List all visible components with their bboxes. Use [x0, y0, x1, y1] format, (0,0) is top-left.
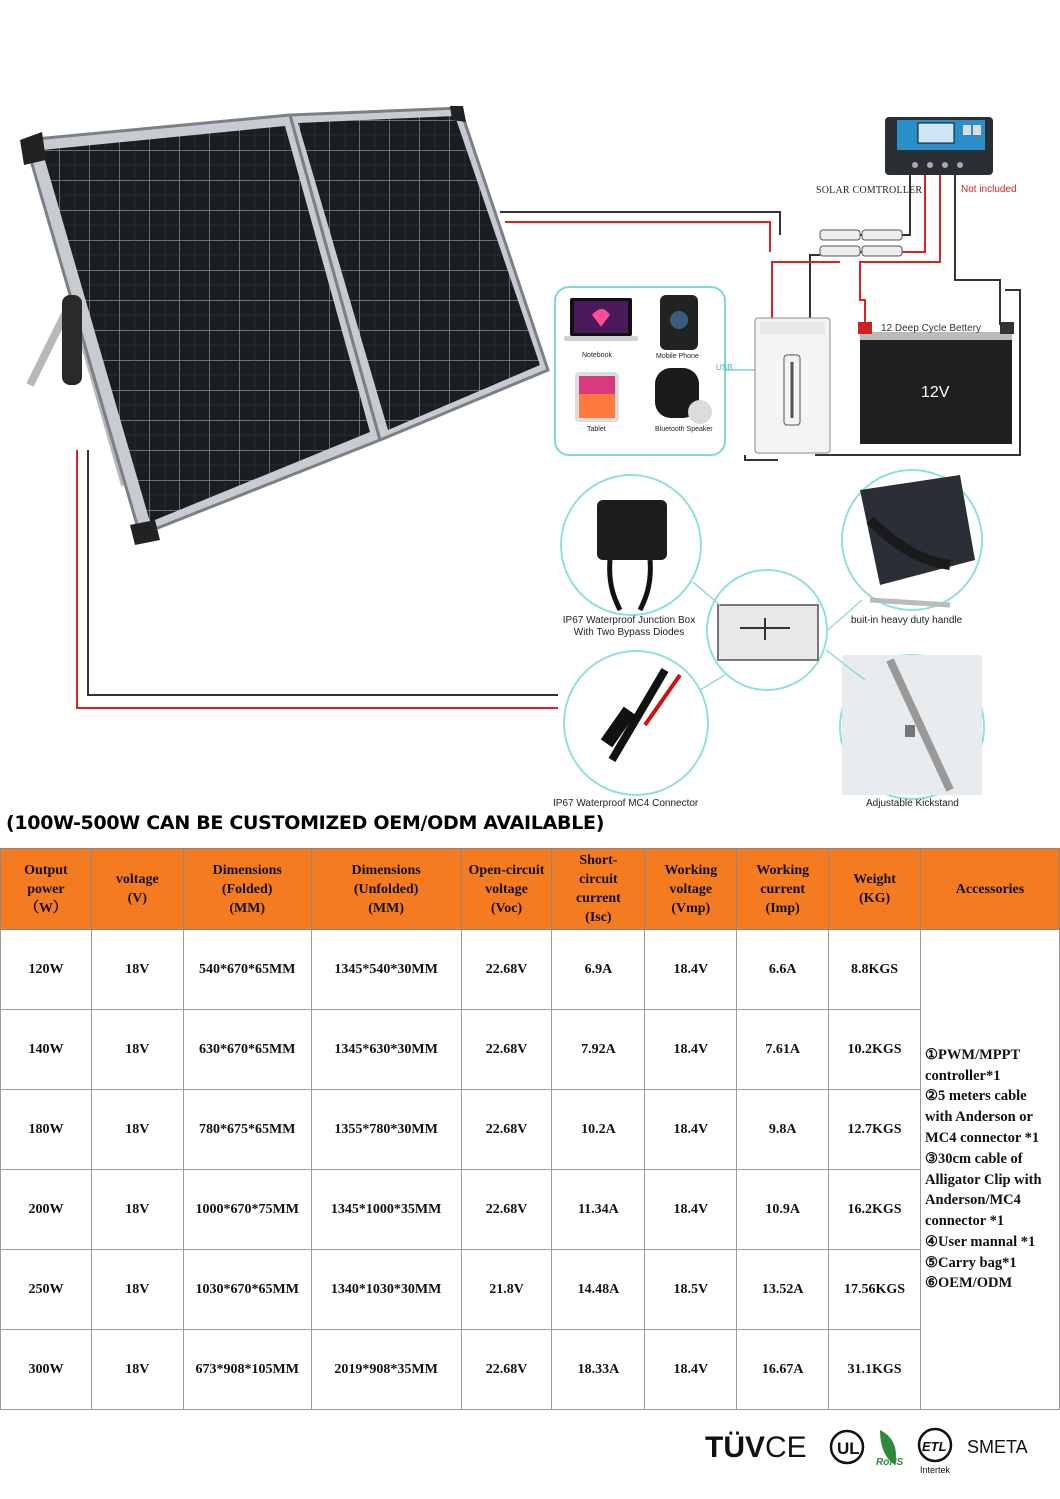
- cell-working-voltage: 18.4V: [645, 1330, 737, 1410]
- accessories-cell: [921, 930, 1060, 1410]
- cell-working-current: 13.52A: [737, 1250, 829, 1330]
- mc4-caption: IP67 Waterproof MC4 Connector: [553, 798, 699, 809]
- table-row: [1, 1010, 1060, 1090]
- cell-voltage: 18V: [91, 1330, 183, 1410]
- cell-working-current: 7.61A: [737, 1010, 829, 1090]
- table-row: [1, 930, 1060, 1010]
- smeta-logo: SMETA: [967, 1437, 1028, 1457]
- header-open-circuit-voltage: [461, 849, 552, 930]
- cell-weight: 12.7KGS: [829, 1090, 921, 1170]
- cell-output-power: 250W: [1, 1250, 92, 1330]
- cell-dimensions-unfolded: 1345*1000*35MM: [311, 1170, 461, 1250]
- header-text: circuit: [579, 872, 618, 887]
- accessory-item: ③30cm cable of Alligator Clip with Anderson/MC4 connector *1: [925, 1150, 1042, 1230]
- etl-logo: [919, 1429, 951, 1475]
- cell-open-circuit-voltage: 22.68V: [461, 1330, 552, 1410]
- header-text: current: [760, 881, 806, 897]
- spec-table: [0, 848, 1060, 1410]
- cell-short-circuit-current: 18.33A: [552, 1330, 645, 1410]
- cell-voltage: 18V: [91, 1170, 183, 1250]
- cell-output-power: 200W: [1, 1170, 92, 1250]
- header-text: Weight: [853, 872, 896, 887]
- header-text: (Unfolded): [353, 881, 419, 897]
- customization-banner: (100W-500W CAN BE CUSTOMIZED OEM/ODM AVAILABLE): [6, 812, 605, 834]
- ul-logo: [831, 1431, 863, 1463]
- battery: [858, 322, 1014, 444]
- header-text: (Imp): [765, 900, 800, 916]
- cell-dimensions-folded: 1030*670*65MM: [183, 1250, 311, 1330]
- certification-logos: [700, 1425, 1040, 1485]
- cell-weight: 17.56KGS: [829, 1250, 921, 1330]
- tablet-icon: [575, 372, 619, 422]
- cell-voltage: 18V: [91, 1010, 183, 1090]
- cell-voltage: 18V: [91, 1250, 183, 1330]
- cell-weight: 8.8KGS: [829, 930, 921, 1010]
- handle-caption: buit-in heavy duty handle: [851, 615, 963, 626]
- cell-output-power: 180W: [1, 1090, 92, 1170]
- cell-working-current: 6.6A: [737, 930, 829, 1010]
- cell-dimensions-unfolded: 1355*780*30MM: [311, 1090, 461, 1170]
- header-text: power: [27, 881, 65, 897]
- cell-working-voltage: 18.4V: [645, 1170, 737, 1250]
- header-weight: [829, 849, 921, 930]
- header-text: current: [575, 891, 621, 906]
- cell-working-current: 16.67A: [737, 1330, 829, 1410]
- accessory-item: ①PWM/MPPT controller*1: [925, 1046, 1020, 1084]
- header-text: (MM): [368, 900, 404, 916]
- cell-output-power: 300W: [1, 1330, 92, 1410]
- cell-dimensions-folded: 540*670*65MM: [183, 930, 311, 1010]
- cell-output-power: 120W: [1, 930, 92, 1010]
- svg-text:UL: UL: [837, 1439, 860, 1458]
- table-header-row: [1, 849, 1060, 930]
- junction-box-caption-line1: IP67 Waterproof Junction Box: [562, 615, 696, 626]
- header-text: Output: [24, 862, 68, 878]
- controller-label: SOLAR COMTROLLER: [816, 185, 923, 196]
- rohs-logo: [876, 1430, 904, 1468]
- battery-voltage: 12V: [921, 384, 950, 401]
- cell-open-circuit-voltage: 22.68V: [461, 1090, 552, 1170]
- cell-working-voltage: 18.4V: [645, 1090, 737, 1170]
- cell-open-circuit-voltage: 21.8V: [461, 1250, 552, 1330]
- cell-voltage: 18V: [91, 1090, 183, 1170]
- header-accessories: [921, 849, 1060, 930]
- header-text: Accessories: [955, 881, 1025, 897]
- svg-text:RoHS: RoHS: [876, 1457, 904, 1468]
- header-working-current: [737, 849, 829, 930]
- cell-working-voltage: 18.4V: [645, 930, 737, 1010]
- header-text: (Voc): [490, 900, 523, 916]
- header-text: Dimensions: [351, 862, 421, 878]
- header-text: (Folded): [221, 881, 273, 897]
- cell-short-circuit-current: 14.48A: [552, 1250, 645, 1330]
- table-row: [1, 1330, 1060, 1410]
- header-text: (Isc): [585, 910, 612, 925]
- header-short-circuit-current: [552, 849, 645, 930]
- cell-dimensions-folded: 1000*670*75MM: [183, 1170, 311, 1250]
- cell-output-power: 140W: [1, 1010, 92, 1090]
- header-text: Open-circuit: [468, 862, 545, 878]
- header-text: voltage: [115, 872, 159, 887]
- cell-voltage: 18V: [91, 930, 183, 1010]
- cell-short-circuit-current: 7.92A: [552, 1010, 645, 1090]
- header-text: voltage: [485, 881, 528, 897]
- panel-back-circle: [707, 570, 827, 690]
- header-text: Dimensions: [212, 862, 282, 878]
- svg-text:Intertek: Intertek: [920, 1465, 951, 1475]
- tuv-logo: TÜV: [705, 1431, 765, 1464]
- cell-short-circuit-current: 6.9A: [552, 930, 645, 1010]
- notebook-icon: [564, 298, 638, 341]
- handle-circle: [842, 470, 982, 610]
- battery-label: 12 Deep Cycle Bettery: [881, 323, 982, 334]
- device-speaker-label: Bluetooth Speaker: [655, 426, 713, 433]
- mc4-circle: [564, 651, 708, 795]
- accessory-item: ⑥OEM/ODM: [925, 1275, 1013, 1292]
- accessory-item: ④User mannal *1: [925, 1233, 1036, 1250]
- header-text: Working: [664, 862, 718, 878]
- header-text: voltage: [669, 881, 713, 897]
- ce-logo: CE: [765, 1431, 807, 1464]
- kickstand-caption: Adjustable Kickstand: [866, 798, 959, 809]
- cell-dimensions-folded: 630*670*65MM: [183, 1010, 311, 1090]
- cell-weight: 16.2KGS: [829, 1170, 921, 1250]
- header-text: Working: [756, 862, 810, 878]
- junction-box-caption: [552, 615, 706, 639]
- device-notebook-label: Notebook: [582, 352, 612, 359]
- cell-working-current: 10.9A: [737, 1170, 829, 1250]
- cell-dimensions-unfolded: 1345*630*30MM: [311, 1010, 461, 1090]
- cell-dimensions-folded: 673*908*105MM: [183, 1330, 311, 1410]
- header-working-voltage: [645, 849, 737, 930]
- cell-short-circuit-current: 11.34A: [552, 1170, 645, 1250]
- cell-open-circuit-voltage: 22.68V: [461, 930, 552, 1010]
- cell-working-voltage: 18.5V: [645, 1250, 737, 1330]
- mobile-phone-icon: [660, 295, 698, 350]
- cell-open-circuit-voltage: 22.68V: [461, 1170, 552, 1250]
- header-text: (MM): [229, 900, 266, 916]
- header-text: (V): [127, 891, 148, 906]
- cell-dimensions-folded: 780*675*65MM: [183, 1090, 311, 1170]
- cell-open-circuit-voltage: 22.68V: [461, 1010, 552, 1090]
- accessory-item: ②5 meters cable with Anderson or MC4 connector *1: [925, 1088, 1040, 1146]
- device-tablet-label: Tablet: [587, 426, 606, 433]
- accessory-item: ⑤Carry bag*1: [925, 1254, 1017, 1271]
- cell-dimensions-unfolded: 1340*1030*30MM: [311, 1250, 461, 1330]
- cell-dimensions-unfolded: 1345*540*30MM: [311, 930, 461, 1010]
- header-text: (Vmp): [671, 900, 711, 916]
- cell-working-voltage: 18.4V: [645, 1010, 737, 1090]
- usb-label: USB: [716, 363, 733, 372]
- junction-box-caption-line2: With Two Bypass Diodes: [573, 627, 685, 638]
- header-text: （W）: [24, 900, 67, 916]
- svg-text:ETL: ETL: [922, 1439, 947, 1454]
- table-row: [1, 1090, 1060, 1170]
- solar-panel: [20, 106, 548, 545]
- header-dimensions-unfolded: [311, 849, 461, 930]
- cell-dimensions-unfolded: 2019*908*35MM: [311, 1330, 461, 1410]
- not-included-label: Not included: [961, 184, 1017, 195]
- cell-weight: 31.1KGS: [829, 1330, 921, 1410]
- power-box: [755, 318, 830, 453]
- header-dimensions-folded: [183, 849, 311, 930]
- cell-weight: 10.2KGS: [829, 1010, 921, 1090]
- table-row: [1, 1250, 1060, 1330]
- solar-controller: [885, 117, 993, 175]
- table-row: [1, 1170, 1060, 1250]
- header-text: Short-: [579, 853, 618, 868]
- cell-short-circuit-current: 10.2A: [552, 1090, 645, 1170]
- junction-box-circle: [561, 475, 701, 615]
- header-output-power: [1, 849, 92, 930]
- header-voltage: [91, 849, 183, 930]
- cell-working-current: 9.8A: [737, 1090, 829, 1170]
- header-text: (KG): [859, 891, 891, 906]
- device-phone-label: Mobile Phone: [656, 353, 699, 360]
